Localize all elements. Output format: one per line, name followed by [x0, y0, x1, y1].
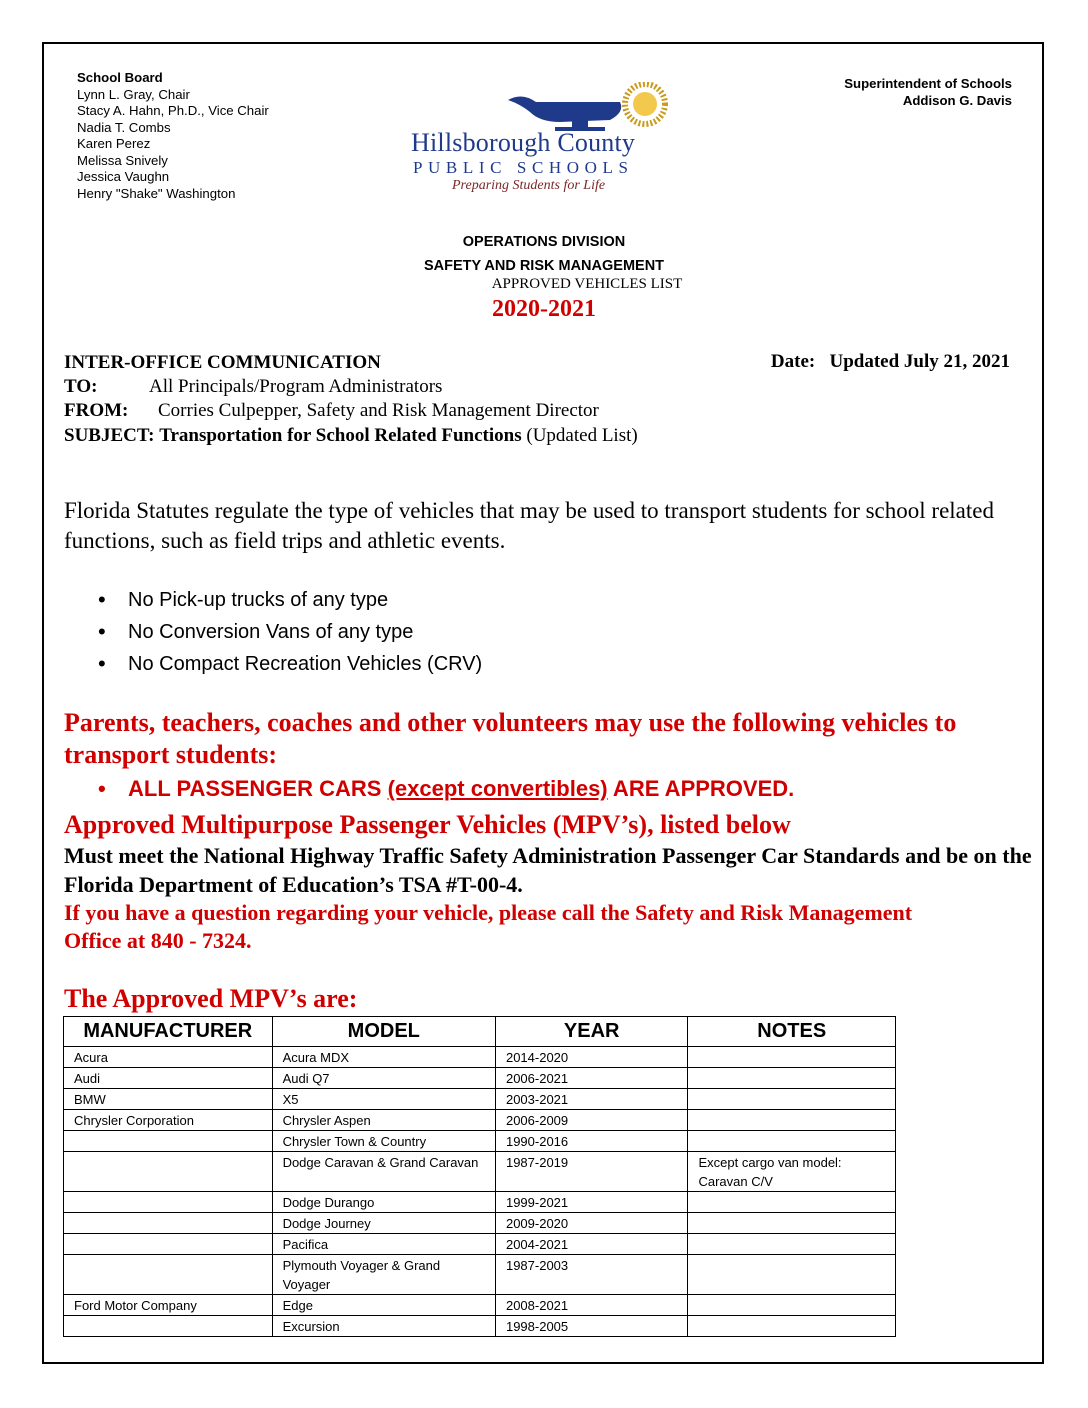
year-cell: 2006-2009: [495, 1110, 688, 1131]
manufacturer-cell: BMW: [64, 1089, 273, 1110]
memo-from-label: FROM:: [64, 400, 129, 421]
model-cell: Excursion: [272, 1316, 495, 1337]
restriction-item: • No Compact Recreation Vehicles (CRV): [98, 648, 482, 680]
model-cell: X5: [272, 1089, 495, 1110]
table-row: [64, 1295, 896, 1316]
model-cell: Chrysler Aspen: [272, 1110, 495, 1131]
board-member: Nadia T. Combs: [77, 119, 171, 135]
board-member: Melissa Snively: [77, 152, 168, 168]
lamp-of-learning-icon: [500, 82, 680, 132]
memo-from: [64, 399, 599, 424]
manufacturer-cell: [64, 1131, 273, 1152]
header-model: MODEL: [272, 1017, 495, 1047]
approved-mpv-heading: The Approved MPV’s are:: [64, 984, 358, 1013]
all-cars-exception: (except convertibles): [387, 776, 608, 801]
notes-cell: [688, 1213, 896, 1234]
notes-cell: [688, 1316, 896, 1337]
manufacturer-cell: Chrysler Corporation: [64, 1110, 273, 1131]
requirement-text: Must meet the National Highway Traffic Safety Administration Passenger Car Standards and be on the Florida Department of Education’s TSA #T-00-4.: [64, 843, 1032, 897]
notes-cell: [688, 1047, 896, 1068]
board-member: Lynn L. Gray, Chair: [77, 86, 190, 102]
question-notice: If you have a question regarding your vehicle, please call the Safety and Risk Management Office at 840 - 7324.: [64, 900, 913, 953]
model-cell: Chrysler Town & Country: [272, 1131, 495, 1152]
manufacturer-cell: Ford Motor Company: [64, 1295, 273, 1316]
board-member: Henry "Shake" Washington: [77, 185, 236, 201]
notes-cell: [688, 1295, 896, 1316]
manufacturer-cell: [64, 1152, 273, 1192]
notes-cell: [688, 1089, 896, 1110]
model-cell: Plymouth Voyager & Grand Voyager: [272, 1255, 495, 1295]
notes-cell: [688, 1110, 896, 1131]
memo-subject-suffix: (Updated List): [526, 425, 638, 446]
year-cell: 2008-2021: [495, 1295, 688, 1316]
notes-cell: [688, 1131, 896, 1152]
memo-subject: [64, 424, 638, 449]
manufacturer-cell: [64, 1255, 273, 1295]
notes-cell: [688, 1234, 896, 1255]
year-cell: 1990-2016: [495, 1131, 688, 1152]
model-cell: Audi Q7: [272, 1068, 495, 1089]
manufacturer-cell: [64, 1234, 273, 1255]
table-header-row: [64, 1017, 896, 1047]
model-cell: Pacifica: [272, 1234, 495, 1255]
notes-cell: [688, 1068, 896, 1089]
manufacturer-cell: Audi: [64, 1068, 273, 1089]
title-block: [0, 230, 1088, 278]
year-cell: 2004-2021: [495, 1234, 688, 1255]
model-cell: Dodge Caravan & Grand Caravan: [272, 1152, 495, 1192]
header-year: YEAR: [495, 1017, 688, 1047]
memo-subject-value: Transportation for School Related Functions: [159, 425, 522, 446]
notes-cell: Except cargo van model: Caravan C/V: [688, 1152, 896, 1192]
memo-date-value: Updated July 21, 2021: [829, 351, 1010, 372]
restriction-item: • No Conversion Vans of any type: [98, 616, 482, 648]
manufacturer-cell: Acura: [64, 1047, 273, 1068]
board-member: Karen Perez: [77, 136, 151, 151]
superintendent-name: Addison G. Davis: [902, 92, 1012, 108]
logo-tagline: Preparing Students for Life: [452, 178, 606, 193]
all-cars-prefix: ALL PASSENGER CARS: [128, 776, 388, 801]
model-cell: Edge: [272, 1295, 495, 1316]
manufacturer-cell: [64, 1192, 273, 1213]
memo-from-value: Corries Culpepper, Safety and Risk Management Director: [158, 400, 599, 421]
manufacturer-cell: [64, 1213, 273, 1234]
school-board-list: [77, 70, 269, 202]
all-cars-approved: [98, 776, 794, 802]
restriction-item: • No Pick-up trucks of any type: [98, 584, 482, 616]
school-year: 2020-2021: [492, 296, 596, 322]
year-cell: 2014-2020: [495, 1047, 688, 1068]
manufacturer-cell: [64, 1316, 273, 1337]
restrictions-list: [98, 584, 482, 680]
memo-date: Date: Updated July 21, 2021: [770, 351, 1010, 372]
superintendent-block: [844, 76, 1012, 109]
table-row: [64, 1213, 896, 1234]
intro-paragraph: Florida Statutes regulate the type of vehicles that may be used to transport students for school related functions, such as field trips and athletic events.: [64, 498, 994, 553]
table-row: [64, 1110, 896, 1131]
header-manufacturer: MANUFACTURER: [64, 1017, 273, 1047]
school-board-title: School Board: [77, 70, 163, 85]
memo-subject-label: SUBJECT:: [64, 425, 155, 446]
model-cell: Acura MDX: [272, 1047, 495, 1068]
table-row: [64, 1089, 896, 1110]
table-row: [64, 1316, 896, 1337]
year-cell: 2006-2021: [495, 1068, 688, 1089]
table-row: [64, 1152, 896, 1192]
memo-to-value: All Principals/Program Administrators: [149, 376, 443, 397]
year-cell: 1987-2003: [495, 1255, 688, 1295]
board-member: Jessica Vaughn: [77, 169, 170, 184]
notes-cell: [688, 1192, 896, 1213]
table-row: [64, 1131, 896, 1152]
division-title: OPERATIONS DIVISION: [462, 234, 626, 250]
list-title: APPROVED VEHICLES LIST: [491, 276, 683, 292]
mpv-heading: Approved Multipurpose Passenger Vehicles (MPV’s), listed below: [64, 810, 791, 839]
superintendent-title: Superintendent of Schools: [844, 76, 1012, 91]
model-cell: Dodge Durango: [272, 1192, 495, 1213]
table-row: [64, 1192, 896, 1213]
year-cell: 1987-2019: [495, 1152, 688, 1192]
notes-cell: [688, 1255, 896, 1295]
table-row: [64, 1255, 896, 1295]
approved-vehicles-table: [63, 1016, 896, 1337]
table-row: [64, 1047, 896, 1068]
table-row: [64, 1068, 896, 1089]
model-cell: Dodge Journey: [272, 1213, 495, 1234]
logo-subtitle: PUBLIC SCHOOLS: [413, 158, 634, 177]
header-notes: NOTES: [688, 1017, 896, 1047]
table-row: [64, 1234, 896, 1255]
memo-to-label: TO:: [64, 376, 98, 397]
district-logo: [408, 82, 680, 198]
year-cell: 1999-2021: [495, 1192, 688, 1213]
year-cell: 1998-2005: [495, 1316, 688, 1337]
all-cars-suffix: ARE APPROVED.: [607, 776, 795, 801]
memo-to: [64, 375, 442, 400]
memo-type: INTER-OFFICE COMMUNICATION: [64, 352, 381, 373]
logo-name: Hillsborough County: [411, 128, 636, 157]
parents-notice: Parents, teachers, coaches and other volunteers may use the following vehicles to transport students:: [64, 708, 957, 769]
department-title: SAFETY AND RISK MANAGEMENT: [423, 258, 665, 274]
board-member: Stacy A. Hahn, Ph.D., Vice Chair: [77, 103, 269, 118]
year-cell: 2009-2020: [495, 1213, 688, 1234]
year-cell: 2003-2021: [495, 1089, 688, 1110]
